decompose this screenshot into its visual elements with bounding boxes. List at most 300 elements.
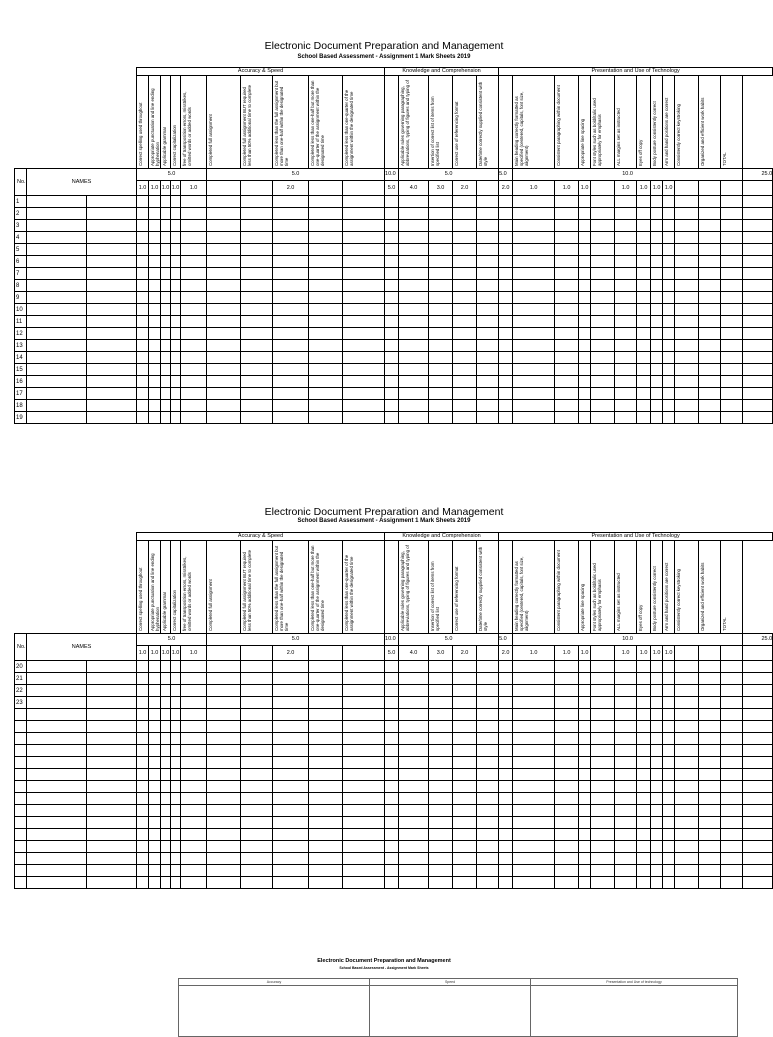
score-cell[interactable] [555,709,579,721]
score-cell[interactable] [663,340,675,352]
score-cell[interactable] [591,304,615,316]
score-cell[interactable] [663,220,675,232]
score-cell[interactable] [161,304,171,316]
score-cell[interactable] [663,292,675,304]
score-cell[interactable] [499,709,513,721]
score-cell[interactable] [591,841,615,853]
score-cell[interactable] [513,697,555,709]
score-cell[interactable] [675,376,699,388]
score-cell[interactable] [181,376,207,388]
score-cell[interactable] [721,232,743,244]
score-cell[interactable] [675,292,699,304]
score-cell[interactable] [579,268,591,280]
score-cell[interactable] [579,865,591,877]
score-cell[interactable] [453,316,477,328]
score-cell[interactable] [399,841,429,853]
score-cell[interactable] [309,745,343,757]
score-cell[interactable] [663,757,675,769]
score-cell[interactable] [161,745,171,757]
score-cell[interactable] [477,733,499,745]
score-cell[interactable] [579,280,591,292]
score-cell[interactable] [699,220,721,232]
score-cell[interactable] [615,232,637,244]
score-cell[interactable] [555,661,579,673]
score-cell[interactable] [663,769,675,781]
student-name-cell[interactable] [27,388,87,400]
score-cell[interactable] [743,829,773,841]
score-cell[interactable] [453,292,477,304]
score-cell[interactable] [399,877,429,889]
score-cell[interactable] [273,256,309,268]
score-cell[interactable] [699,661,721,673]
score-cell[interactable] [637,709,651,721]
score-cell[interactable] [385,805,399,817]
score-cell[interactable] [453,400,477,412]
score-cell[interactable] [675,412,699,424]
score-cell[interactable] [721,841,743,853]
score-cell[interactable] [149,364,161,376]
score-cell[interactable] [721,220,743,232]
score-cell[interactable] [207,280,241,292]
student-name-cell[interactable] [87,244,137,256]
score-cell[interactable] [651,805,663,817]
score-cell[interactable] [663,304,675,316]
score-cell[interactable] [477,673,499,685]
score-cell[interactable] [591,793,615,805]
score-cell[interactable] [513,793,555,805]
score-cell[interactable] [637,757,651,769]
score-cell[interactable] [241,208,273,220]
student-name-cell[interactable] [27,400,87,412]
score-cell[interactable] [721,877,743,889]
score-cell[interactable] [149,877,161,889]
score-cell[interactable] [309,364,343,376]
score-cell[interactable] [637,877,651,889]
score-cell[interactable] [651,697,663,709]
score-cell[interactable] [429,817,453,829]
score-cell[interactable] [699,364,721,376]
score-cell[interactable] [637,376,651,388]
score-cell[interactable] [477,745,499,757]
score-cell[interactable] [675,877,699,889]
score-cell[interactable] [149,865,161,877]
score-cell[interactable] [637,829,651,841]
student-name-cell[interactable] [27,829,87,841]
score-cell[interactable] [241,769,273,781]
score-cell[interactable] [149,805,161,817]
score-cell[interactable] [171,829,181,841]
score-cell[interactable] [273,877,309,889]
score-cell[interactable] [615,196,637,208]
score-cell[interactable] [171,232,181,244]
score-cell[interactable] [499,805,513,817]
score-cell[interactable] [477,685,499,697]
score-cell[interactable] [343,376,385,388]
score-cell[interactable] [171,661,181,673]
score-cell[interactable] [171,745,181,757]
score-cell[interactable] [499,364,513,376]
score-cell[interactable] [181,733,207,745]
score-cell[interactable] [721,292,743,304]
score-cell[interactable] [579,661,591,673]
score-cell[interactable] [207,376,241,388]
score-cell[interactable] [477,721,499,733]
score-cell[interactable] [241,412,273,424]
score-cell[interactable] [675,721,699,733]
student-name-cell[interactable] [87,721,137,733]
score-cell[interactable] [385,280,399,292]
score-cell[interactable] [399,256,429,268]
score-cell[interactable] [651,817,663,829]
score-cell[interactable] [171,256,181,268]
score-cell[interactable] [615,364,637,376]
score-cell[interactable] [241,841,273,853]
score-cell[interactable] [675,685,699,697]
score-cell[interactable] [675,793,699,805]
score-cell[interactable] [513,280,555,292]
student-name-cell[interactable] [87,340,137,352]
score-cell[interactable] [171,721,181,733]
student-name-cell[interactable] [87,661,137,673]
score-cell[interactable] [637,232,651,244]
score-cell[interactable] [663,745,675,757]
score-cell[interactable] [273,328,309,340]
score-cell[interactable] [241,376,273,388]
score-cell[interactable] [579,805,591,817]
student-name-cell[interactable] [27,841,87,853]
score-cell[interactable] [161,268,171,280]
student-name-cell[interactable] [87,208,137,220]
student-name-cell[interactable] [27,769,87,781]
score-cell[interactable] [477,829,499,841]
score-cell[interactable] [385,817,399,829]
score-cell[interactable] [477,400,499,412]
score-cell[interactable] [637,268,651,280]
score-cell[interactable] [273,757,309,769]
score-cell[interactable] [181,745,207,757]
score-cell[interactable] [743,817,773,829]
score-cell[interactable] [181,853,207,865]
score-cell[interactable] [429,268,453,280]
score-cell[interactable] [309,793,343,805]
score-cell[interactable] [207,220,241,232]
score-cell[interactable] [309,685,343,697]
score-cell[interactable] [615,316,637,328]
score-cell[interactable] [743,805,773,817]
score-cell[interactable] [149,745,161,757]
score-cell[interactable] [161,292,171,304]
score-cell[interactable] [453,352,477,364]
score-cell[interactable] [309,328,343,340]
score-cell[interactable] [273,232,309,244]
score-cell[interactable] [637,280,651,292]
score-cell[interactable] [453,781,477,793]
score-cell[interactable] [181,208,207,220]
score-cell[interactable] [207,829,241,841]
score-cell[interactable] [663,280,675,292]
score-cell[interactable] [675,388,699,400]
score-cell[interactable] [149,721,161,733]
score-cell[interactable] [385,256,399,268]
score-cell[interactable] [207,757,241,769]
score-cell[interactable] [453,364,477,376]
score-cell[interactable] [429,673,453,685]
score-cell[interactable] [499,244,513,256]
score-cell[interactable] [615,817,637,829]
score-cell[interactable] [149,304,161,316]
score-cell[interactable] [343,280,385,292]
score-cell[interactable] [181,280,207,292]
score-cell[interactable] [343,865,385,877]
score-cell[interactable] [137,280,149,292]
score-cell[interactable] [273,769,309,781]
score-cell[interactable] [721,364,743,376]
score-cell[interactable] [137,745,149,757]
score-cell[interactable] [477,196,499,208]
score-cell[interactable] [555,841,579,853]
score-cell[interactable] [591,853,615,865]
score-cell[interactable] [429,376,453,388]
score-cell[interactable] [675,697,699,709]
score-cell[interactable] [453,280,477,292]
score-cell[interactable] [453,412,477,424]
score-cell[interactable] [273,196,309,208]
score-cell[interactable] [591,709,615,721]
score-cell[interactable] [615,733,637,745]
score-cell[interactable] [477,781,499,793]
score-cell[interactable] [137,757,149,769]
score-cell[interactable] [273,829,309,841]
score-cell[interactable] [513,865,555,877]
score-cell[interactable] [171,268,181,280]
score-cell[interactable] [207,388,241,400]
score-cell[interactable] [137,232,149,244]
score-cell[interactable] [181,685,207,697]
score-cell[interactable] [207,661,241,673]
score-cell[interactable] [579,376,591,388]
score-cell[interactable] [663,232,675,244]
score-cell[interactable] [241,196,273,208]
score-cell[interactable] [555,685,579,697]
score-cell[interactable] [591,769,615,781]
score-cell[interactable] [637,697,651,709]
score-cell[interactable] [555,805,579,817]
score-cell[interactable] [137,196,149,208]
score-cell[interactable] [555,304,579,316]
score-cell[interactable] [453,733,477,745]
score-cell[interactable] [513,196,555,208]
score-cell[interactable] [721,817,743,829]
score-cell[interactable] [555,721,579,733]
score-cell[interactable] [579,841,591,853]
score-cell[interactable] [181,817,207,829]
score-cell[interactable] [343,673,385,685]
score-cell[interactable] [743,865,773,877]
score-cell[interactable] [149,376,161,388]
score-cell[interactable] [453,685,477,697]
score-cell[interactable] [675,196,699,208]
score-cell[interactable] [309,340,343,352]
score-cell[interactable] [137,208,149,220]
student-name-cell[interactable] [87,388,137,400]
score-cell[interactable] [273,400,309,412]
score-cell[interactable] [651,841,663,853]
score-cell[interactable] [309,817,343,829]
score-cell[interactable] [241,817,273,829]
score-cell[interactable] [273,340,309,352]
score-cell[interactable] [579,316,591,328]
score-cell[interactable] [699,388,721,400]
score-cell[interactable] [137,793,149,805]
score-cell[interactable] [513,364,555,376]
score-cell[interactable] [241,865,273,877]
score-cell[interactable] [651,280,663,292]
score-cell[interactable] [207,256,241,268]
score-cell[interactable] [555,340,579,352]
score-cell[interactable] [743,400,773,412]
score-cell[interactable] [721,805,743,817]
score-cell[interactable] [555,328,579,340]
score-cell[interactable] [499,661,513,673]
score-cell[interactable] [309,769,343,781]
score-cell[interactable] [699,721,721,733]
score-cell[interactable] [429,769,453,781]
score-cell[interactable] [149,208,161,220]
score-cell[interactable] [429,412,453,424]
score-cell[interactable] [591,316,615,328]
score-cell[interactable] [453,208,477,220]
score-cell[interactable] [453,376,477,388]
score-cell[interactable] [137,673,149,685]
score-cell[interactable] [721,328,743,340]
score-cell[interactable] [343,256,385,268]
student-name-cell[interactable] [27,661,87,673]
student-name-cell[interactable] [27,244,87,256]
score-cell[interactable] [207,721,241,733]
score-cell[interactable] [161,256,171,268]
score-cell[interactable] [181,769,207,781]
score-cell[interactable] [513,673,555,685]
score-cell[interactable] [241,781,273,793]
score-cell[interactable] [721,376,743,388]
score-cell[interactable] [699,232,721,244]
score-cell[interactable] [399,268,429,280]
score-cell[interactable] [591,268,615,280]
score-cell[interactable] [615,721,637,733]
score-cell[interactable] [343,196,385,208]
score-cell[interactable] [161,733,171,745]
score-cell[interactable] [555,244,579,256]
score-cell[interactable] [699,877,721,889]
score-cell[interactable] [699,376,721,388]
score-cell[interactable] [137,661,149,673]
score-cell[interactable] [385,745,399,757]
score-cell[interactable] [743,673,773,685]
score-cell[interactable] [721,757,743,769]
score-cell[interactable] [273,244,309,256]
score-cell[interactable] [477,757,499,769]
score-cell[interactable] [343,685,385,697]
score-cell[interactable] [743,208,773,220]
score-cell[interactable] [453,673,477,685]
score-cell[interactable] [273,793,309,805]
score-cell[interactable] [399,673,429,685]
score-cell[interactable] [555,733,579,745]
student-name-cell[interactable] [27,745,87,757]
score-cell[interactable] [429,781,453,793]
score-cell[interactable] [161,685,171,697]
score-cell[interactable] [743,316,773,328]
score-cell[interactable] [429,841,453,853]
student-name-cell[interactable] [87,328,137,340]
score-cell[interactable] [579,364,591,376]
score-cell[interactable] [637,733,651,745]
score-cell[interactable] [207,865,241,877]
score-cell[interactable] [637,256,651,268]
score-cell[interactable] [149,757,161,769]
score-cell[interactable] [171,853,181,865]
score-cell[interactable] [579,733,591,745]
score-cell[interactable] [555,280,579,292]
score-cell[interactable] [207,292,241,304]
score-cell[interactable] [591,340,615,352]
student-name-cell[interactable] [27,292,87,304]
score-cell[interactable] [743,733,773,745]
score-cell[interactable] [309,280,343,292]
score-cell[interactable] [699,304,721,316]
score-cell[interactable] [499,316,513,328]
score-cell[interactable] [181,793,207,805]
score-cell[interactable] [171,865,181,877]
score-cell[interactable] [513,412,555,424]
score-cell[interactable] [637,769,651,781]
score-cell[interactable] [181,232,207,244]
score-cell[interactable] [343,721,385,733]
score-cell[interactable] [161,244,171,256]
score-cell[interactable] [309,757,343,769]
score-cell[interactable] [207,352,241,364]
score-cell[interactable] [385,196,399,208]
score-cell[interactable] [743,244,773,256]
score-cell[interactable] [579,208,591,220]
score-cell[interactable] [743,709,773,721]
score-cell[interactable] [385,388,399,400]
student-name-cell[interactable] [87,352,137,364]
score-cell[interactable] [429,733,453,745]
score-cell[interactable] [591,781,615,793]
score-cell[interactable] [385,292,399,304]
score-cell[interactable] [429,244,453,256]
score-cell[interactable] [699,805,721,817]
score-cell[interactable] [675,865,699,877]
score-cell[interactable] [477,769,499,781]
score-cell[interactable] [555,256,579,268]
score-cell[interactable] [273,388,309,400]
score-cell[interactable] [477,256,499,268]
score-cell[interactable] [137,721,149,733]
score-cell[interactable] [149,292,161,304]
score-cell[interactable] [743,256,773,268]
score-cell[interactable] [699,745,721,757]
score-cell[interactable] [309,376,343,388]
score-cell[interactable] [637,841,651,853]
score-cell[interactable] [207,244,241,256]
student-name-cell[interactable] [87,829,137,841]
score-cell[interactable] [477,352,499,364]
score-cell[interactable] [207,340,241,352]
score-cell[interactable] [385,352,399,364]
score-cell[interactable] [555,745,579,757]
